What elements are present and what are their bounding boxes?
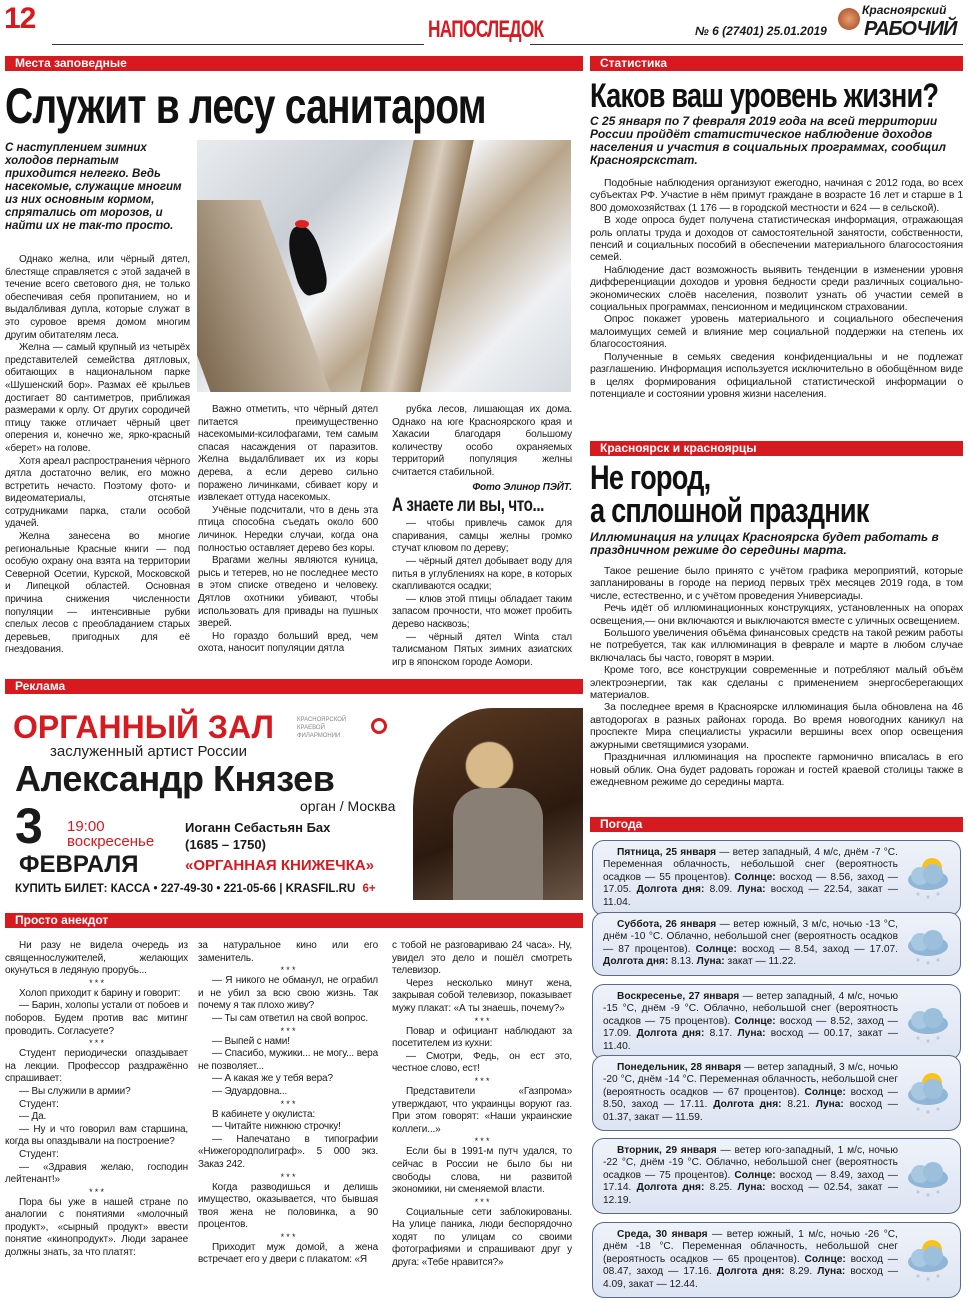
joke-line: — Вы служили в армии? [19, 1085, 131, 1097]
header-rule-left [52, 44, 424, 45]
article-title: Каков ваш уровень жизни? [590, 77, 939, 115]
moon-label: Луна: [737, 1028, 766, 1040]
sun-times: восход — 8.50, заход — 17.11. [603, 1086, 898, 1111]
forest-col3: рубка лесов, лишающая их дома. Однако на юге Красноярского края и Хакасии благодаря большому количеству особо охраняемых территорий популяция желны считается стабильной. Фото Элинор ПЭЙТ. А знаете ли вы, что... — чтобы привлечь самок для спаривания, самцы желны громко стучат клювом по дереву; — чёрный дятел добывает воду для питья в углублениях на коре, в которых скапливаются осадки; — клюв этой птицы обладает таким запасом прочности, что может пробить дерево насквозь; — чёрный дятел Winta стал талисманом Пятых зимних азиатских игр в японском городе Аомори. [392, 404, 572, 668]
sun-times: восход — 8.49, заход — 17.14. [603, 1169, 898, 1194]
joke-separator: * * * [474, 1015, 490, 1026]
joke-line: Пора бы уже в нашей стране по аналогии с понятиями «молочный продукт», «сырный продукт» ввести понятие «кинопродукт». Люди заранее должны знать, за что платят: [5, 1196, 188, 1259]
daylength-label: Долгота дня: [716, 1266, 785, 1278]
joke-line: — Читайте нижнюю строчку! [212, 1121, 341, 1133]
sun-label: Солнце: [734, 1015, 776, 1027]
weather-text: — ветер юго-западный, 1 м/с, ночью -22 °С, днём -19 °С. Облачно, небольшой снег (вероятность осадков — 75 процентов). [603, 1145, 898, 1181]
joke-line: Приходит муж домой, а жена встречает его у двери с плакатом: «Я [198, 1241, 378, 1266]
rubric-bar: Статистика [590, 56, 963, 71]
daylength: 8.17. [704, 1028, 738, 1040]
ad-artist-title: заслуженный артист России [50, 743, 247, 760]
weather-text: — ветер западный, 4 м/с, днём -7 °С. Переменная облачность, небольшой снег (вероятность осадков — 55 процентов). [603, 847, 898, 883]
sun-label: Солнце: [804, 1086, 846, 1098]
daylength-label: Долгота дня: [713, 1099, 782, 1111]
woodpecker-photo [197, 140, 571, 392]
weather-text: — ветер западный, 4 м/с, ночью -15 °С, днём -9 °С. Облачно, небольшой снег (вероятность осадков — 75 процентов). [603, 991, 898, 1027]
philharmonic-logo-icon [371, 718, 387, 734]
article-lede: Иллюминация на улицах Красноярска будет работать в праздничном режиме до середины марта. [590, 530, 939, 557]
logo-line1: Красноярский [862, 3, 947, 17]
sun-times: восход — 8.54, заход — 17.07. [736, 943, 898, 955]
joke-line: — Ты сам ответил на свой вопрос. [212, 1012, 369, 1024]
joke-line: — Барин, холопы устали от побоев и поборов. Будем против вас митинг проводить. Согласуете? [5, 1000, 188, 1037]
moon-label: Луна: [817, 1266, 846, 1278]
joke-line: Когда разводишься и делишь имущество, оказывается, что бывшая твоя жена не половинка, а 90 процентов. [198, 1181, 378, 1231]
article-title: Служит в лесу санитаром [5, 78, 486, 134]
joke-line: Ни разу не видела очередь из священнослужителей, желающих окунуться в ледяную прорубь... [5, 940, 188, 977]
issue-info: № 6 (27401) 25.01.2019 [695, 24, 827, 38]
ad-venue: ОРГАННЫЙ ЗАЛ [13, 709, 274, 745]
sun-label: Солнце: [734, 1169, 776, 1181]
daylength: 8.29. [784, 1266, 818, 1278]
rubric-bar: Погода [590, 817, 963, 832]
moon-label: Луна: [737, 1182, 766, 1194]
sun-label: Солнце: [804, 1253, 846, 1265]
forest-col1: Однако желна, или чёрный дятел, блестяще справляется с этой задачей в течение всего светового дня, не только обеспечивая себя пропитанием, но и выдалбливая дупла, которые служат в это суровое время домом многим другим обитателям леса. Желна — самый крупный из четырёх представителей семейства дятловых, обитающих в национальном парке «Шушенский бор». Размах её крыльев достигает 80 сантиметров, приближая размерами к орлу. От других сородичей птицу также отличает чёрный цвет оперения и, конечно же, ярко-красный «берет» на голове. Хотя ареал распространения чёрного дятла достаточно велик, его можно встретить нечасто. Поэтому фото- и видеоматериалы, отснятые сотрудниками парка, стали особой удачей. Желна занесена во многие региональные Красные книги — под особую охрану она взята на территории Северной Осетии, Курской, Московской и Липецкой областей. Основная причина снижения численности популяции — интенсивные рубки спелых лесов с преобладанием старых деревьев, пригодных для её гнездования. [5, 254, 190, 656]
logo-line2: РАБОЧИЙ [864, 18, 957, 40]
daylength: 8.13. [668, 956, 697, 968]
weather-card [592, 984, 961, 1060]
jokes-col2 [198, 940, 378, 1267]
daylength-label: Долгота дня: [636, 884, 705, 896]
sun-times: восход — 8.52, заход — 17.09. [603, 1015, 898, 1040]
ad-day: 3 [15, 798, 43, 854]
daylength-label: Долгота дня: [636, 1182, 705, 1194]
sun-label: Солнце: [695, 943, 737, 955]
ad-tickets: КУПИТЬ БИЛЕТ: КАССА • 227-49-30 • 221-05-66 | KRASFIL.RU [15, 883, 356, 895]
stats-body: Подобные наблюдения организуют ежегодно, начиная с 2012 года, во всех субъектах РФ. Участие в нём примут граждане в возрасте 16 лет и старше в 1 800 домохозяйствах (1 176 — в городской местности и 624 — в сельской). В ходе опроса будет получена статистическая информация, отражающая роль оплаты труда и доходов от самостоятельной занятости, собственности, пенсий и социальных пособий в обеспечении материального благосостояния семей. Наблюдение даст возможность выявить тенденции в изменении уровня дифференциации доходов и уровня бедности среди различных социально-экономических слоёв населения, позволит узнать об участии семей в социальных программах, пенсионном и медицинском страховании. Опрос покажет уровень материального и социального обеспечения малоимущих семей и влияние мер социальной поддержки на степень их благосостояния. Полученные в семьях сведения конфиденциальны и не подлежат разглашению. Информация используется исключительно в обобщённом виде в целях формирования официальной статистической информации о потенциале и состоянии уровня жизни населения. [590, 178, 963, 400]
joke-separator: * * * [89, 1186, 104, 1197]
cloudy-snow-icon [904, 922, 952, 966]
logo-emblem-icon [838, 8, 860, 30]
joke-separator: * * * [474, 1075, 490, 1086]
weather-card [592, 912, 961, 976]
cloudy-snow-icon [904, 1000, 952, 1044]
moon-times: восход — 02.54, закат — 12.19. [603, 1182, 899, 1206]
joke-line: — Да. [19, 1111, 47, 1123]
daylength: 8.21. [781, 1099, 816, 1111]
sun-times: восход — 8.56, заход — 17.05. [603, 871, 898, 896]
article-lede: С наступлением зимних холодов пернатым приходится нелегко. Ведь насекомые, служащие многим из них основным кормом, спрятались от морозов, и найти их не так-то просто. [5, 142, 182, 232]
partly-cloudy-snow-icon [904, 1238, 952, 1282]
rubric-bar: Красноярск и красноярцы [590, 441, 963, 456]
joke-line: — Напечатано в типографии «Нижегородполиграф». 5 000 экз. Заказ 242. [198, 1133, 378, 1170]
moon-label: Луна: [737, 884, 766, 896]
joke-line: Студент периодически опаздывает на лекции. Профессор раздражённо спрашивает: [5, 1048, 188, 1085]
ad-composer: Иоганн Себастьян Бах [185, 820, 331, 835]
ad-month: ФЕВРАЛЯ [19, 851, 139, 878]
jokes-col1 [5, 940, 188, 1260]
joke-separator: * * * [280, 1098, 296, 1109]
joke-separator: * * * [89, 977, 104, 988]
weather-day: Пятница, 25 января [617, 847, 717, 858]
photo-credit: Фото Элинор ПЭЙТ. [472, 481, 572, 493]
moon-times: закат — 11.22. [724, 956, 797, 968]
joke-line: Холоп приходит к барину и говорит: [19, 987, 181, 999]
ad-years: (1685 – 1750) [185, 837, 266, 852]
daylength-label: Долгота дня: [636, 1028, 705, 1040]
facts-title: А знаете ли вы, что... [392, 495, 544, 517]
moon-times: восход — 4.09, закат — 12.44. [603, 1266, 899, 1290]
joke-separator: * * * [474, 1196, 490, 1207]
moon-times: восход — 01.37, закат — 11.59. [603, 1099, 898, 1123]
weather-day: Вторник, 29 января [617, 1145, 717, 1156]
joke-line: — Выпей с нами! [212, 1035, 290, 1047]
joke-line: Представители «Газпрома» утверждают, что украинцы воруют газ. При этом говорят: «Наши украинские коллеги...» [392, 1085, 572, 1135]
joke-line: — Спасибо, мужики... не могу... вера не позволяет... [198, 1048, 378, 1072]
weather-day: Суббота, 26 января [617, 919, 717, 930]
ad-venue-sub: КРАСНОЯРСКОЙ КРАЕВОЙ ФИЛАРМОНИИ [297, 717, 347, 739]
forest-col2: Важно отметить, что чёрный дятел питается преимущественно насекомыми-ксилофагами, тем самым спасая насаждения от паразитов. Желна выдалбливает их из коры дерева, а если дерево сильно поражено личинками, сбивает кору и извлекает оттуда насекомых. Учёные подсчитали, что в день эта птица способна съедать около 600 личинок. Нередки случаи, когда она полностью оставляет дерево без коры. Врагами желны являются куница, рысь и тетерев, но не последнее место в этом списке отведено и человеку. Дятлов охотники убивают, чтобы использовать для привады на пушных зверей. Но гораздо больший вред, чем охота, наносит популяции дятла [198, 404, 378, 655]
weather-text: — ветер южный, 3 м/с, ночью -13 °С, днём -10 °С. Облачно, небольшой снег (вероятность осадков — 87 процентов). [603, 919, 899, 955]
daylength-label: Долгота дня: [603, 956, 669, 968]
rubric-bar: Просто анекдот [5, 913, 583, 928]
weather-day: Понедельник, 28 января [617, 1062, 742, 1073]
joke-line: — «Здравия желаю, господин лейтенант!» [5, 1161, 188, 1186]
weather-day: Воскресенье, 27 января [617, 991, 740, 1002]
weather-text: — ветер западный, 3 м/с, ночью -20 °С, днём -14 °С. Переменная облачность, небольшой снег (вероятность осадков — 67 процентов). [603, 1062, 898, 1098]
moon-times: восход — 22.54, закат — 11.04. [603, 884, 899, 908]
sun-times: восход — 08.47, заход — 17.16. [603, 1253, 898, 1278]
newspaper-logo [838, 4, 964, 42]
artist-photo [413, 708, 583, 900]
weather-card [592, 1222, 961, 1298]
moon-label: Луна: [815, 1099, 844, 1111]
joke-line: за натуральное кино или его заменитель. [198, 940, 378, 964]
joke-line: — Смотри, Федь, он ест это, честное слово, ест! [392, 1050, 572, 1075]
ad-tickets-line [15, 882, 376, 896]
header-rule-right [530, 44, 963, 45]
joke-separator: * * * [280, 1025, 296, 1036]
partly-cloudy-snow-icon [904, 1071, 952, 1115]
joke-line: Повар и официант наблюдают за посетителем из кухни: [392, 1025, 572, 1050]
page-number: 12 [4, 2, 36, 35]
daylength: 8.25. [704, 1182, 738, 1194]
joke-separator: * * * [280, 1171, 296, 1182]
moon-times: восход — 00.17, закат — 11.40. [603, 1028, 899, 1052]
joke-line: — А какая же у тебя вера? [212, 1073, 333, 1085]
joke-line: В кабинете у окулиста: [212, 1108, 316, 1120]
jokes-col3 [392, 940, 572, 1270]
weather-text: — ветер южный, 1 м/с, ночью -26 °С, днём -18 °С. Переменная облачность, небольшой снег (вероятность осадков — 65 процентов). [603, 1229, 898, 1265]
rubric-bar: Реклама [5, 679, 583, 694]
joke-line: — Эдуардовна... [212, 1085, 288, 1097]
article-lede: С 25 января по 7 февраля 2019 года на всей территории России пройдёт статистическое наблюдение доходов населения и участия в социальных программах, сообщил Красноярскстат. [590, 114, 946, 167]
article-title-line1: Не город, [590, 459, 711, 497]
joke-separator: * * * [280, 1231, 296, 1242]
joke-line: Студент: [19, 1098, 59, 1110]
joke-line: Если бы в 1991-м путч удался, то сейчас в России не было бы ни свободы слова, ни развитой экономики, ни сменяемой власти. [392, 1146, 572, 1196]
joke-line: — Ну и что говорил вам старшина, когда вы опаздывали на построение? [5, 1123, 188, 1148]
city-body: Такое решение было принято с учётом графика мероприятий, которые запланированы в городе на период первых трёх месяцев 2019 года, в том числе, естественно, и с учётом проведения Универсиады. Речь идёт об иллюминационных конструкциях, установленных на опорах освещения,— они включаются и выключаются вместе с уличных освещением. Большого увеличения объёма финансовых средств на такой режим работы не потребуется, так как иллюминация в феврале и марте в любом случае включалась бы часто, говорят в мэрии. Кроме того, все конструкции современные и потребляют малый объём электроэнергии, так как сделаны с применением энергосберегающих материалов. За последнее время в Красноярске иллюминация была обновлена на 46 автодорогах в разных районах города. Во время новогодних каникул на проспекте Мира специалисты украсили вершины всех опор освещения ажурными светящимися узорами. Праздничная иллюминация на проспекте гармонично вписалась в его новый облик. Она будет радовать горожан и гостей краевой столицы также в ежедневном режиме до середины марта. [590, 566, 963, 788]
weather-card [592, 1138, 961, 1214]
joke-line: — Я никого не обманул, не ограбил и не убил за всю свою жизнь. Так почему я так плохо живу? [198, 975, 378, 1012]
ad-time: 19:00 [67, 818, 105, 835]
section-title: НАПОСЛЕДОК [428, 16, 544, 43]
partly-cloudy-snow-icon [904, 856, 952, 900]
ad-weekday: воскресенье [67, 833, 155, 850]
ad-instrument: орган / Москва [300, 798, 396, 814]
daylength: 8.09. [704, 884, 738, 896]
sun-label: Солнце: [734, 871, 776, 883]
ad-age-rating: 6+ [362, 883, 376, 895]
joke-separator: * * * [474, 1136, 490, 1147]
moon-label: Луна: [696, 956, 725, 968]
article-title-line2: а сплошной праздник [590, 492, 869, 530]
organ-hall-ad [5, 700, 583, 902]
joke-separator: * * * [89, 1038, 104, 1049]
weather-day: Среда, 30 января [617, 1229, 708, 1240]
joke-separator: * * * [280, 965, 296, 976]
cloudy-snow-icon [904, 1154, 952, 1198]
joke-line: с тобой не разговариваю 24 часа». Ну, увидел это дело и пошёл смотреть телевизор. [392, 940, 572, 977]
ad-program: «ОРГАННАЯ КНИЖЕЧКА» [185, 857, 375, 874]
weather-card [592, 840, 961, 916]
joke-line: Через несколько минут жена, закрывая собой телевизор, показывает мужу плакат: «А ты знаешь, почему?» [392, 977, 572, 1014]
joke-line: Студент: [19, 1148, 59, 1160]
ad-artist: Александр Князев [15, 758, 335, 799]
joke-line: Социальные сети заблокированы. На улице паника, люди беспорядочно ходят по улицам со своими фотографиями и спрашивают друг у друга: «Тебе нравится?» [392, 1206, 572, 1269]
rubric-bar: Места заповедные [5, 56, 583, 71]
weather-card [592, 1055, 961, 1131]
